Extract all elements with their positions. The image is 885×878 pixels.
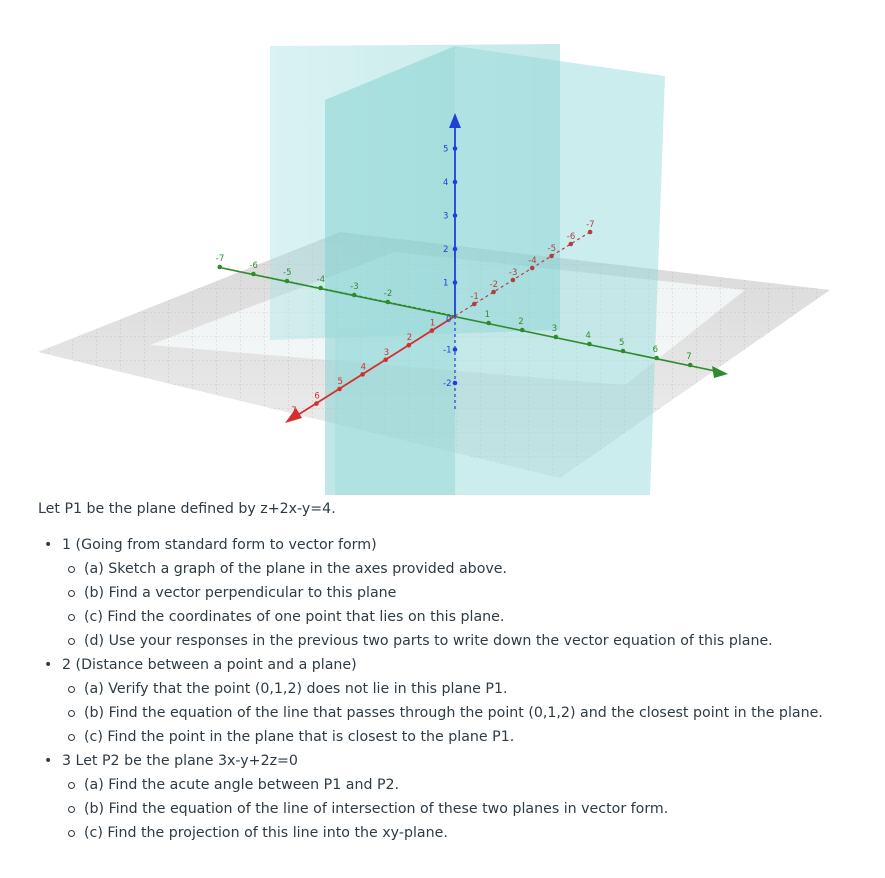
problem-sections — [38, 533, 868, 845]
list-item: (a) Find the acute angle between P1 and P2. — [62, 773, 868, 797]
y-tick-label: 1 — [484, 310, 491, 320]
z-tick-label: -2 — [443, 379, 452, 389]
y-tick-dot — [654, 356, 659, 361]
y-tick-dot — [554, 335, 559, 340]
z-tick-dot — [453, 347, 458, 352]
section-heading: • 3 Let P2 be the plane 3x-y+2z=0 — [62, 753, 298, 769]
x-tick-dot — [588, 230, 593, 235]
z-tick-dot — [453, 280, 458, 285]
y-tick-dot — [486, 321, 491, 326]
y-tick-dot — [218, 265, 223, 270]
x-tick-dot — [383, 358, 388, 363]
x-tick-dot — [430, 328, 435, 333]
x-tick-label: -7 — [586, 220, 595, 230]
list-item: (b) Find a vector perpendicular to this plane — [62, 581, 868, 605]
list-item: (c) Find the coordinates of one point that lies on this plane. — [62, 605, 868, 629]
subquestion-list — [62, 773, 868, 845]
y-tick-label: -2 — [383, 289, 393, 299]
y-tick-label: 7 — [686, 352, 692, 362]
x-tick-label: 5 — [337, 377, 343, 387]
subquestion-list — [62, 557, 868, 653]
list-item: (a) Verify that the point (0,1,2) does not lie in this plane P1. — [62, 677, 868, 701]
x-tick-dot — [291, 416, 296, 421]
x-tick-label: -5 — [547, 244, 556, 254]
origin-label: 0 — [446, 315, 452, 325]
x-tick-dot — [314, 401, 319, 406]
y-tick-label: -7 — [215, 254, 225, 264]
x-tick-dot — [511, 278, 516, 283]
y-tick-label: -3 — [350, 282, 359, 292]
x-tick-label: -2 — [489, 280, 499, 290]
y-tick-dot — [621, 349, 626, 354]
x-tick-dot — [360, 372, 365, 377]
x-tick-label: 4 — [360, 362, 367, 373]
y-tick-label: 3 — [551, 324, 558, 334]
list-item: (d) Use your responses in the previous two parts to write down the vector equation of this plane. — [62, 629, 868, 653]
x-tick-dot — [337, 387, 342, 392]
y-tick-label: -4 — [316, 275, 326, 285]
y-tick-dot — [285, 279, 290, 284]
list-item: (a) Sketch a graph of the plane in the axes provided above. — [62, 557, 868, 581]
x-tick-label: 2 — [406, 333, 413, 344]
z-tick-label: 3 — [443, 211, 449, 222]
section-heading: • 2 (Distance between a point and a plane) — [62, 657, 357, 673]
x-tick-dot — [569, 242, 574, 247]
y-tick-dot — [251, 272, 256, 277]
y-tick-label: 2 — [518, 317, 524, 327]
y-axis-arrow — [712, 366, 728, 378]
problem-intro: Let P1 be the plane defined by z+2x-y=4. — [38, 501, 336, 517]
x-tick-dot — [407, 343, 412, 348]
z-tick-dot — [453, 213, 458, 218]
z-tick-dot — [453, 247, 458, 252]
section-3 — [38, 749, 868, 845]
y-tick-dot — [587, 342, 592, 347]
x-tick-dot — [472, 302, 477, 307]
x-tick-label: 1 — [429, 318, 436, 329]
z-tick-label: 2 — [443, 245, 449, 255]
list-item: (c) Find the projection of this line into the xy-plane. — [62, 821, 868, 845]
y-tick-label: 5 — [619, 338, 625, 348]
problem-text — [38, 497, 868, 845]
z-tick-dot — [453, 146, 458, 151]
y-tick-dot — [386, 300, 391, 305]
section-heading: • 1 (Going from standard form to vector form) — [62, 537, 377, 553]
section-2 — [38, 653, 868, 749]
plane-surface-bottom — [335, 320, 455, 495]
z-tick-label: -1 — [443, 345, 452, 356]
list-item: (b) Find the equation of the line of intersection of these two planes in vector form. — [62, 797, 868, 821]
x-tick-label: 6 — [314, 391, 320, 402]
y-tick-dot — [352, 293, 357, 298]
x-tick-label: -3 — [508, 268, 518, 278]
y-tick-label: -5 — [283, 268, 292, 278]
y-tick-dot — [520, 328, 525, 333]
z-tick-label: 1 — [443, 278, 449, 289]
z-tick-dot — [453, 381, 458, 386]
x-tick-label: -4 — [528, 256, 537, 266]
y-tick-label: 6 — [652, 345, 659, 355]
x-tick-dot — [530, 266, 535, 271]
x-tick-label: -6 — [566, 232, 576, 242]
x-tick-label: 3 — [383, 347, 390, 358]
z-tick-label: 5 — [443, 144, 449, 155]
z-tick-label: 4 — [443, 178, 449, 188]
list-item: (c) Find the point in the plane that is closest to the plane P1. — [62, 725, 868, 749]
z-tick-dot — [453, 180, 458, 185]
x-tick-dot — [549, 254, 554, 259]
x-tick-label: -1 — [470, 292, 479, 302]
list-item: (b) Find the equation of the line that passes through the point (0,1,2) and the closest point in the plane. — [62, 701, 868, 725]
y-tick-label: 4 — [585, 331, 591, 341]
subquestion-list — [62, 677, 868, 749]
plane-surface-right — [455, 46, 665, 495]
y-tick-dot — [318, 286, 323, 291]
section-1 — [38, 533, 868, 653]
y-tick-dot — [688, 363, 693, 368]
x-tick-label: 7 — [291, 406, 297, 417]
x-tick-dot — [491, 290, 496, 295]
y-tick-label: -6 — [249, 261, 258, 271]
